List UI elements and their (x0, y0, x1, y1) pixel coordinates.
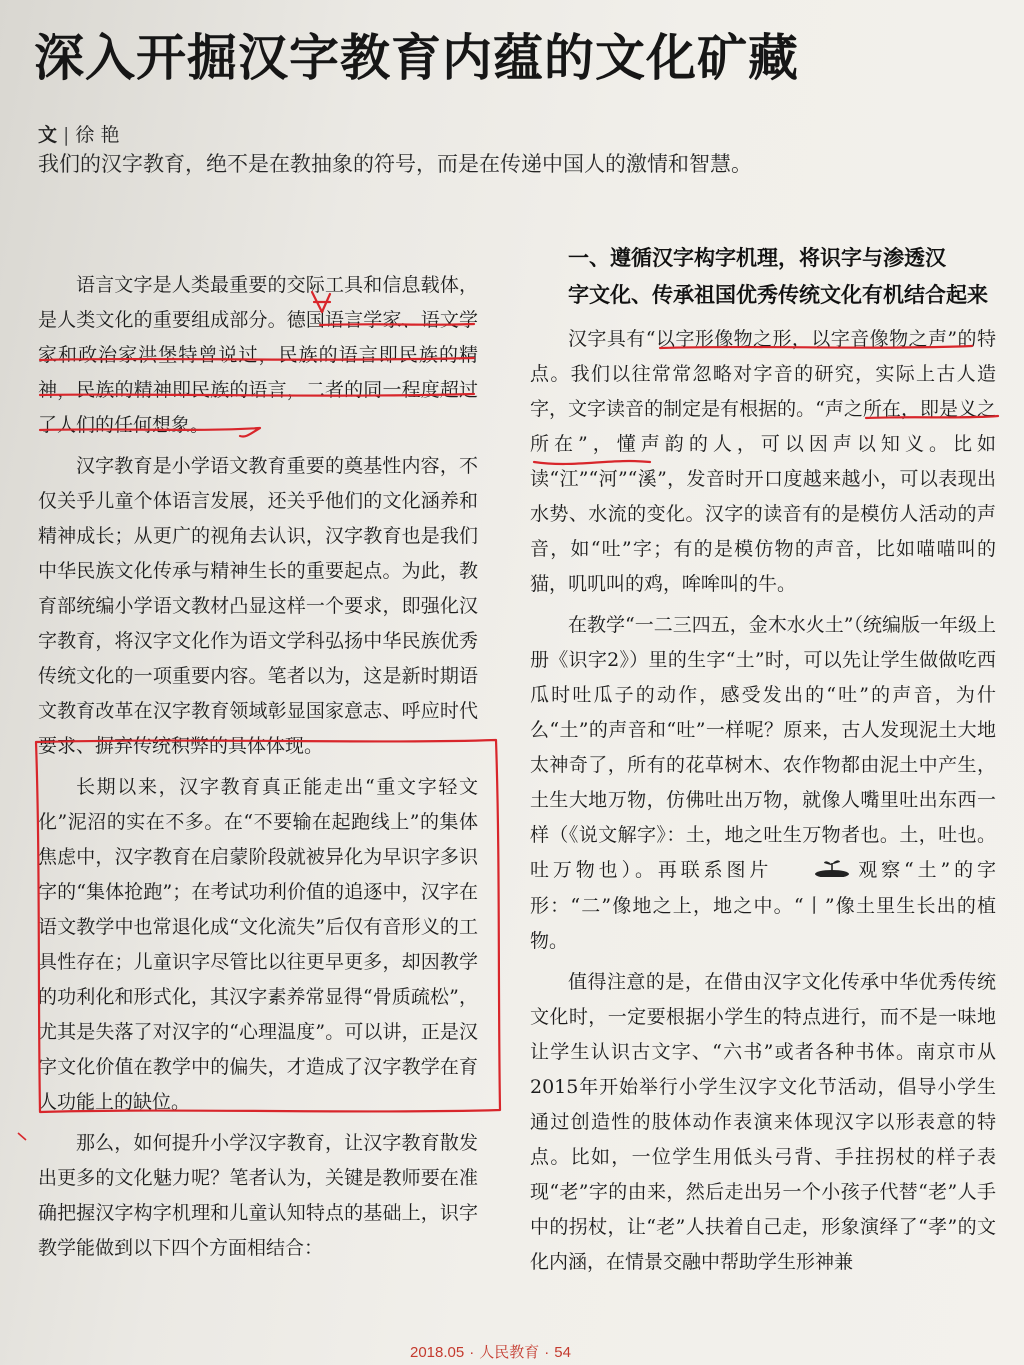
paragraph-1: 语言文字是人类最重要的交际工具和信息载体，是人类文化的重要组成部分。德国语言学家、语文学家和政治家洪堡特曾说过，民族的语言即民族的精神，民族的精神即民族的语言，二者的同一程度超过了人们的任何想象。 (38, 274, 478, 436)
article-title: 深入开掘汉字教育内蕴的文化矿藏 (34, 29, 799, 87)
author-name: 徐 艳 (75, 124, 120, 146)
magazine-name: 人民教育 (479, 1344, 540, 1361)
paragraph-7: 值得注意的是，在借由汉字文化传承中华优秀传统文化时，一定要根据小学生的特点进行，而不是一味地让学生认识古文字、“六书”或者各种书体。南京市从2015年开始举行小学生汉字文化节活动，倡导小学生通过创造性的肢体动作表演来体现汉字以形表意的特点。比如，一位学生用低头弓背、手拄拐杖的样子表现“老”字的由来，然后走出另一个小孩子代替“老”人手中的拐杖，让“老”人扶着自己走，形象演绎了“孝”的文化内涵，在情景交融中帮助学生形神兼 (530, 970, 996, 1273)
paragraph-6-text-a: 在教学“一二三四五，金木水火土”（统编版一年级上册《识字2》）里的生字“土”时，可以先让学生做做吃西瓜时吐瓜子的动作，感受发出的“吐”的声音，为什么“土”的声音和“吐”一样呢？原来，古人发现泥土大地太神奇了，所有的花草树木、农作物都由泥土中产生，土生大地万物，仿佛吐出万物，就像人嘴里吐出东西一样（《说文解字》：土，地之吐生万物者也。土，吐也。吐万物也）。再联系图片 (530, 614, 996, 881)
paragraph-6-text-b: 观察“土”的字形：“二”像地之上，地之中。“丨”像土里生长出的植物。 (530, 859, 996, 952)
article-subtitle: 我们的汉字教育，绝不是在教抽象的符号，而是在传递中国人的激情和智慧。 (38, 152, 752, 176)
margin-tick (18, 1133, 26, 1140)
byline-label: 文 (38, 124, 58, 146)
paragraph-5: 汉字具有“以字形像物之形，以字音像物之声”的特点。我们以往常常忽略对字音的研究，实际上古人造字，文字读音的制定是有根据的。“声之所在，即是义之所在”，懂声韵的人，可以因声以知义。比如读“江”“河”“溪”，发音时开口度越来越小，可以表现出水势、水流的变化。汉字的读音有的是模仿人活动的声音，如“吐”字；有的是模仿物的声音，比如喵喵叫的猫，叽叽叫的鸡，哞哞叫的牛。 (530, 328, 996, 595)
sprout-image (776, 854, 850, 889)
page-number: 54 (554, 1344, 571, 1361)
section-heading-line-1: 一、遵循汉字构字机理，将识字与渗透汉 (568, 246, 946, 270)
page-footer: 2018.05 · 人民教育 · 54 (410, 1344, 571, 1361)
left-column (38, 268, 478, 1272)
paragraph-2: 汉字教育是小学语文教育重要的奠基性内容，不仅关乎儿童个体语言发展，还关乎他们的文化涵养和精神成长；从更广的视角去认识，汉字教育也是我们中华民族文化传承与精神生长的重要起点。为此，教育部统编小学语文教材凸显这样一个要求，即强化汉字教育，将汉字文化作为语文学科弘扬中华民族优秀传统文化的一项重要内容。笔者以为，这是新时期语文教育改革在汉字教育领域彰显国家意志、呼应时代要求、摒弃传统积弊的具体体现。 (38, 455, 478, 757)
byline (38, 120, 119, 147)
right-column (530, 322, 996, 1286)
byline-separator: | (63, 124, 70, 146)
issue-date: 2018.05 (410, 1344, 465, 1361)
section-heading-line-2: 字文化、传承祖国优秀传统文化有机结合起来 (568, 283, 988, 307)
paragraph-3: 长期以来，汉字教育真正能走出“重文字轻文化”泥沼的实在不多。在“不要输在起跑线上”的集体焦虑中，汉字教育在启蒙阶段就被异化为早识字多识字的“集体抢跑”；在考试功利价值的追逐中，汉字在语文教学中也常退化成“文化流失”后仅有音形义的工具性存在；儿童识字尽管比以往更早更多，却因教学的功利化和形式化，其汉字素养常显得“骨质疏松”，尤其是失落了对汉字的“心理温度”。可以讲，正是汉字文化价值在教学中的偏失，才造成了汉字教学在育人功能上的缺位。 (38, 776, 478, 1113)
paragraph-4: 那么，如何提升小学汉字教育，让汉字教育散发出更多的文化魅力呢？笔者认为，关键是教师要在准确把握汉字构字机理和儿童认知特点的基础上，识字教学能做到以下四个方面相结合： (38, 1132, 478, 1259)
paragraph-6 (530, 608, 996, 959)
section-heading (568, 240, 988, 314)
